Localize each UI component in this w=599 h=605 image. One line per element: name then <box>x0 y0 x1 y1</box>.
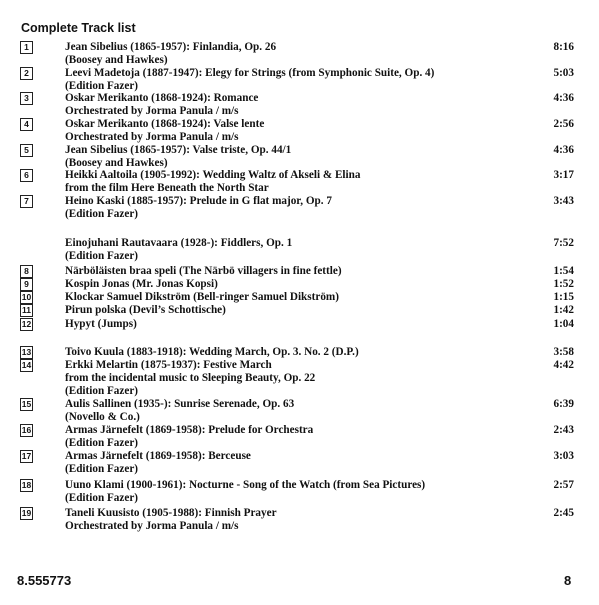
track-number-box: 10 <box>21 292 32 302</box>
track-duration: 1:54 <box>553 265 574 277</box>
track-title: Erkki Melartin (1875-1937): Festive March <box>65 359 272 371</box>
track-duration: 1:52 <box>553 278 574 290</box>
track-description <box>65 398 515 424</box>
track-detail-line: (Edition Fazer) <box>65 384 139 397</box>
track-number-box: 2 <box>20 67 33 80</box>
track-number-box: 4 <box>20 118 33 131</box>
track-detail-line: (Edition Fazer) <box>65 207 139 220</box>
track-duration: 7:52 <box>553 237 574 249</box>
track-title: Närböläisten braa speli (The Närbö villagers in fine fettle) <box>65 265 342 277</box>
track-title: Heikki Aaltoila (1905-1992): Wedding Waltz of Akseli & Elina <box>65 169 361 181</box>
track-detail-line: Orchestrated by Jorma Panula / m/s <box>65 519 239 532</box>
track-duration: 2:45 <box>553 507 574 519</box>
track-detail-line: (Edition Fazer) <box>65 491 139 504</box>
track-description <box>65 291 515 304</box>
track-title: Toivo Kuula (1883-1918): Wedding March, Op. 3. No. 2 (D.P.) <box>65 346 359 358</box>
track-description <box>65 450 515 476</box>
track-detail-line: (Edition Fazer) <box>65 249 139 262</box>
track-number-box: 3 <box>20 92 33 105</box>
track-number-box: 15 <box>21 399 32 409</box>
track-description <box>65 479 515 505</box>
track-title: Klockar Samuel Dikström (Bell-ringer Samuel Dikström) <box>65 291 339 303</box>
track-number-box: 6 <box>20 169 33 182</box>
track-number-box: 14 <box>21 360 32 370</box>
track-title: Taneli Kuusisto (1905-1988): Finnish Prayer <box>65 507 277 519</box>
track-description <box>65 359 515 398</box>
track-detail-line: (Edition Fazer) <box>65 462 139 475</box>
track-description <box>65 424 515 450</box>
track-title: Pirun polska (Devil’s Schottische) <box>65 304 226 316</box>
track-duration: 8:16 <box>553 41 574 53</box>
track-detail-line: (Boosey and Hawkes) <box>65 53 168 66</box>
track-title: Leevi Madetoja (1887-1947): Elegy for Strings (from Symphonic Suite, Op. 4) <box>65 67 435 79</box>
track-description <box>65 318 515 331</box>
track-title: Uuno Klami (1900-1961): Nocturne - Song of the Watch (from Sea Pictures) <box>65 479 426 491</box>
track-description <box>65 169 515 195</box>
track-number-box: 17 <box>21 451 32 461</box>
track-detail-line: (Edition Fazer) <box>65 79 139 92</box>
catalog-number: 8.555773 <box>17 573 72 588</box>
track-duration: 1:15 <box>553 291 574 303</box>
track-description <box>65 92 515 118</box>
track-duration: 1:04 <box>553 318 574 330</box>
track-number-box: 7 <box>20 195 33 208</box>
track-number-box: 12 <box>21 319 32 329</box>
track-detail-line: from the incidental music to Sleeping Beauty, Op. 22 <box>65 371 316 384</box>
track-list-heading: Complete Track list <box>21 21 136 35</box>
page-number: 8 <box>564 573 572 588</box>
track-duration: 2:57 <box>553 479 574 491</box>
track-description <box>65 41 515 67</box>
track-detail-line: Orchestrated by Jorma Panula / m/s <box>65 130 239 143</box>
track-number-box: 1 <box>20 41 33 54</box>
track-title: Oskar Merikanto (1868-1924): Valse lente <box>65 118 265 130</box>
track-duration: 4:42 <box>553 359 574 371</box>
track-detail-line: from the film Here Beneath the North Star <box>65 181 269 194</box>
track-duration: 1:42 <box>553 304 574 316</box>
track-duration: 3:03 <box>553 450 574 462</box>
track-duration: 4:36 <box>553 144 574 156</box>
track-title: Hypyt (Jumps) <box>65 318 137 330</box>
track-number-box: 19 <box>21 508 32 518</box>
track-detail-line: (Edition Fazer) <box>65 436 139 449</box>
track-description <box>65 118 515 144</box>
track-number-box: 9 <box>20 278 33 291</box>
track-number-box: 11 <box>22 305 31 315</box>
track-description <box>65 278 515 291</box>
track-description <box>65 144 515 170</box>
track-description <box>65 346 515 359</box>
track-title: Armas Järnefelt (1869-1958): Prelude for Orchestra <box>65 424 314 436</box>
track-duration: 2:43 <box>553 424 574 436</box>
track-description <box>65 195 515 221</box>
track-number-box: 13 <box>21 347 32 357</box>
track-title: Einojuhani Rautavaara (1928-): Fiddlers, Op. 1 <box>65 237 293 249</box>
track-number-box: 8 <box>20 265 33 278</box>
track-title: Jean Sibelius (1865-1957): Valse triste, Op. 44/1 <box>65 144 292 156</box>
track-title: Armas Järnefelt (1869-1958): Berceuse <box>65 450 251 462</box>
track-title: Aulis Sallinen (1935-): Sunrise Serenade, Op. 63 <box>65 398 295 410</box>
track-detail-line: (Novello & Co.) <box>65 410 140 423</box>
track-number-box: 18 <box>21 480 32 490</box>
track-duration: 4:36 <box>553 92 574 104</box>
track-duration: 5:03 <box>553 67 574 79</box>
track-number-box: 5 <box>20 144 33 157</box>
track-description <box>65 265 515 278</box>
track-title: Heino Kaski (1885-1957): Prelude in G flat major, Op. 7 <box>65 195 332 207</box>
track-description <box>65 67 515 93</box>
track-duration: 6:39 <box>553 398 574 410</box>
track-description <box>65 237 515 263</box>
track-title: Jean Sibelius (1865-1957): Finlandia, Op. 26 <box>65 41 277 53</box>
track-description <box>65 304 515 317</box>
track-duration: 3:43 <box>553 195 574 207</box>
track-duration: 3:17 <box>553 169 574 181</box>
track-duration: 3:58 <box>553 346 574 358</box>
track-duration: 2:56 <box>553 118 574 130</box>
track-title: Kospin Jonas (Mr. Jonas Kopsi) <box>65 278 218 290</box>
track-detail-line: (Boosey and Hawkes) <box>65 156 168 169</box>
track-description <box>65 507 515 533</box>
track-detail-line: Orchestrated by Jorma Panula / m/s <box>65 104 239 117</box>
track-number-box: 16 <box>21 425 32 435</box>
track-title: Oskar Merikanto (1868-1924): Romance <box>65 92 259 104</box>
